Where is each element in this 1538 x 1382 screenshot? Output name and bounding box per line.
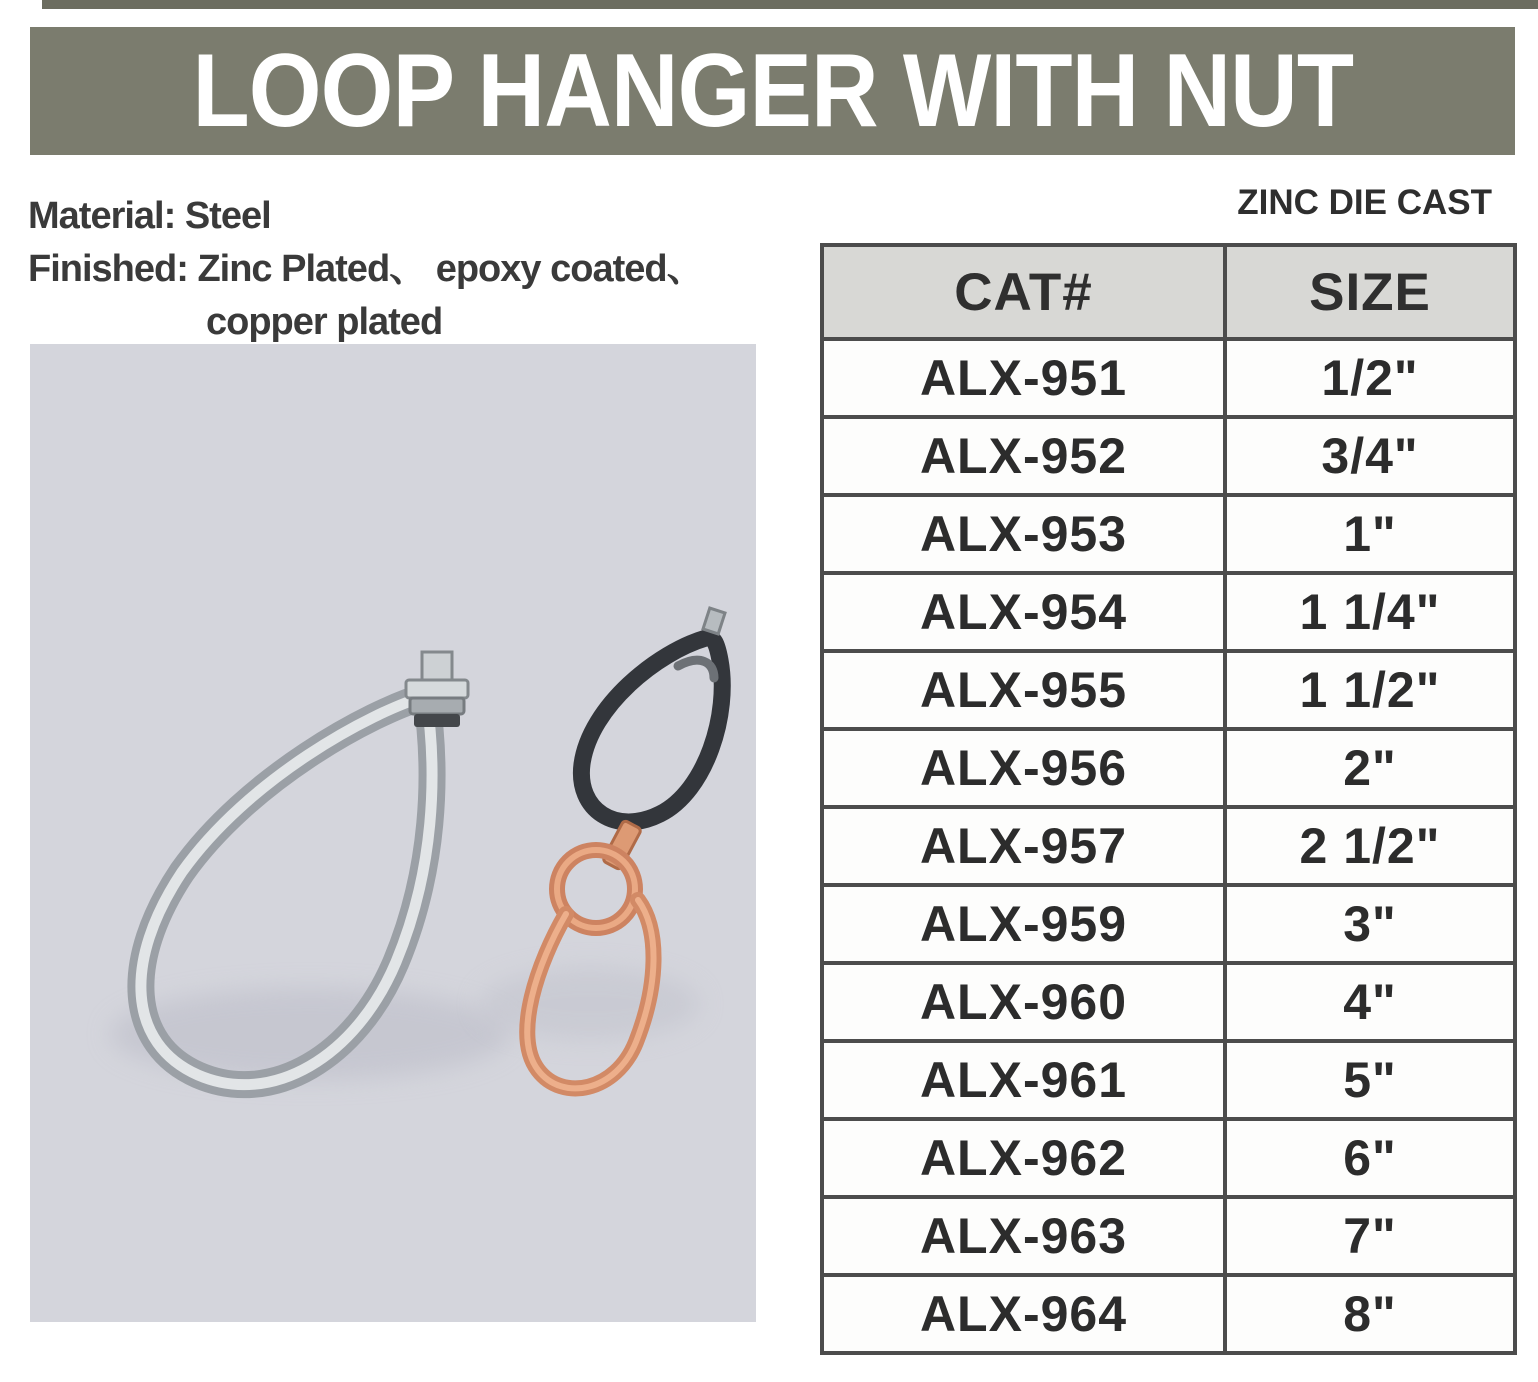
epoxy-loop-hanger-image <box>581 608 725 822</box>
size-cell: 2 1/2" <box>1225 807 1515 885</box>
table-row <box>822 1119 1515 1197</box>
table-row <box>822 729 1515 807</box>
column-header-cat: CAT# <box>822 245 1225 339</box>
cat-number-cell: ALX-957 <box>822 807 1225 885</box>
size-cell: 1" <box>1225 495 1515 573</box>
table-row <box>822 339 1515 417</box>
copper-loop-hanger-image <box>480 820 700 1088</box>
cat-number-cell: ALX-954 <box>822 573 1225 651</box>
cat-number-cell: ALX-955 <box>822 651 1225 729</box>
spec-finished-continued: copper plated <box>206 301 443 343</box>
spec-material: Material: Steel <box>28 195 271 237</box>
size-cell: 3" <box>1225 885 1515 963</box>
size-cell: 6" <box>1225 1119 1515 1197</box>
table-row <box>822 573 1515 651</box>
cat-number-cell: ALX-956 <box>822 729 1225 807</box>
table-row <box>822 807 1515 885</box>
top-divider-strip <box>42 0 1538 9</box>
table-row <box>822 1197 1515 1275</box>
size-cell: 7" <box>1225 1197 1515 1275</box>
page-title: LOOP HANGER WITH NUT <box>192 32 1353 149</box>
cat-number-cell: ALX-962 <box>822 1119 1225 1197</box>
cat-number-cell: ALX-951 <box>822 339 1225 417</box>
cat-number-cell: ALX-963 <box>822 1197 1225 1275</box>
product-photo <box>30 344 756 1322</box>
table-row <box>822 963 1515 1041</box>
cat-number-cell: ALX-959 <box>822 885 1225 963</box>
zinc-die-cast-label: ZINC DIE CAST <box>1237 183 1492 222</box>
table-row <box>822 495 1515 573</box>
size-table-header-row <box>822 245 1515 339</box>
spec-finished: Finished: Zinc Plated、 epoxy coated、 <box>28 248 704 290</box>
size-cell: 4" <box>1225 963 1515 1041</box>
cat-number-cell: ALX-960 <box>822 963 1225 1041</box>
page-title-banner <box>30 27 1515 155</box>
size-cell: 1 1/4" <box>1225 573 1515 651</box>
size-table <box>820 243 1517 1355</box>
table-row <box>822 651 1515 729</box>
cat-number-cell: ALX-964 <box>822 1275 1225 1353</box>
table-row <box>822 417 1515 495</box>
table-row <box>822 1041 1515 1119</box>
column-header-size: SIZE <box>1225 245 1515 339</box>
size-cell: 3/4" <box>1225 417 1515 495</box>
cat-number-cell: ALX-952 <box>822 417 1225 495</box>
size-table-body <box>822 339 1515 1353</box>
cat-number-cell: ALX-953 <box>822 495 1225 573</box>
size-cell: 1/2" <box>1225 339 1515 417</box>
product-photo-image <box>30 344 756 1322</box>
size-cell: 2" <box>1225 729 1515 807</box>
cat-number-cell: ALX-961 <box>822 1041 1225 1119</box>
table-row <box>822 1275 1515 1353</box>
size-cell: 1 1/2" <box>1225 651 1515 729</box>
size-cell: 8" <box>1225 1275 1515 1353</box>
product-specs <box>28 190 704 349</box>
size-cell: 5" <box>1225 1041 1515 1119</box>
table-row <box>822 885 1515 963</box>
